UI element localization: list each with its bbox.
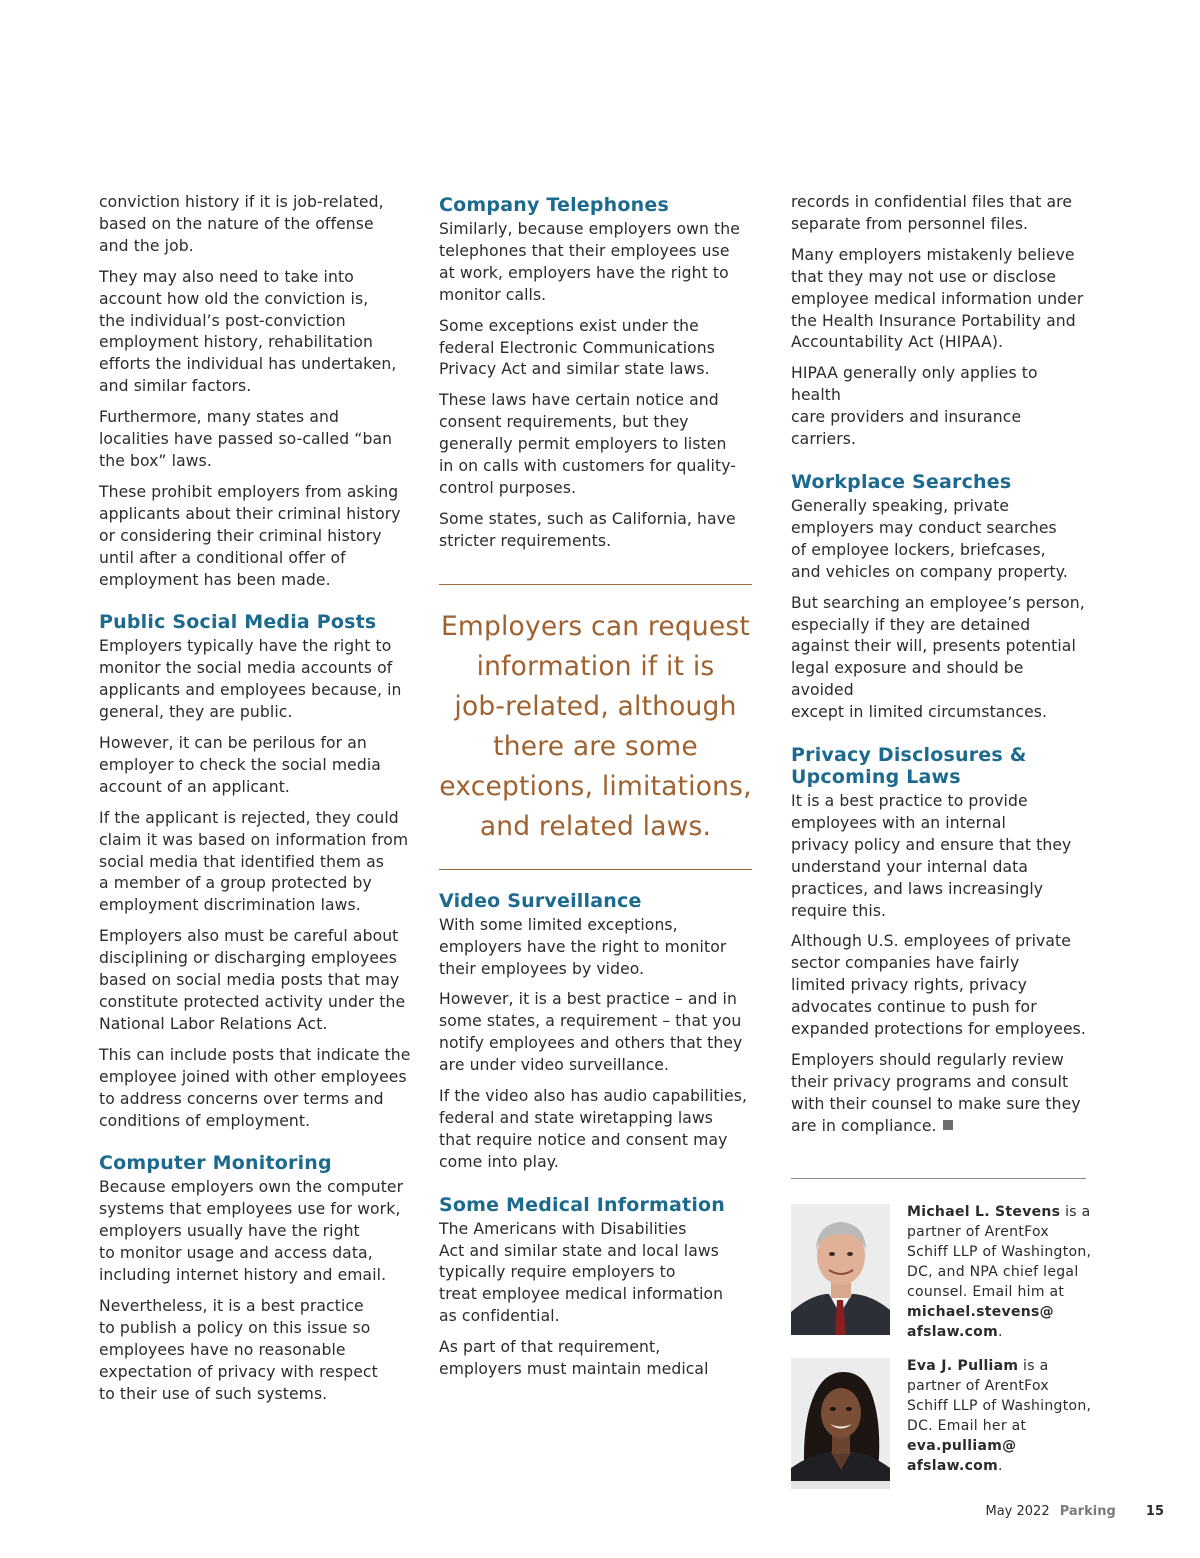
paragraph: Employers typically have the right to monitor the social media accounts of applicants and employees because, in general, they are public.: [99, 637, 402, 722]
paragraph: The Americans with Disabilities Act and similar state and local laws typically require employers to treat employee medical information as confidential.: [439, 1219, 724, 1326]
paragraph: Similarly, because employers own the telephones that their employees use at work, employers have the right to monitor calls.: [439, 220, 740, 304]
paragraph: records in confidential files that are separate from personnel files.: [791, 193, 1073, 233]
portrait-woman-image: [791, 1358, 890, 1481]
bio-description: is a partner of ArentFox Schiff LLP of Washington, DC. Email her at: [907, 1357, 1092, 1434]
author-name: Michael L. Stevens: [907, 1203, 1061, 1220]
issue-date: May 2022: [985, 1504, 1050, 1519]
paragraph: With some limited exceptions, employers have the right to monitor their employees by video.: [439, 915, 727, 978]
paragraph: They may also need to take into account how old the conviction is, the individual’s post-conviction employment history, rehabilitation efforts the individual has undertaken, and similar factors.: [99, 267, 397, 396]
pull-quote-bottom-rule: [439, 869, 752, 870]
paragraph: conviction history if it is job-related, based on the nature of the offense and the job.: [99, 193, 384, 255]
author-photo-stevens: [791, 1204, 890, 1335]
paragraph: This can include posts that indicate the employee joined with other employees to address concerns over terms and conditions of employment.: [99, 1045, 411, 1130]
paragraph: As part of that requirement, employers must maintain medical: [439, 1338, 709, 1379]
bio-divider: [791, 1178, 1086, 1179]
section-heading-privacy: Privacy Disclosures & Upcoming Laws: [791, 744, 1027, 789]
author-bio-stevens: [791, 1203, 1092, 1340]
pull-quote: Employers can request information if it is job-related, although there are some exceptions, limitations, and related laws.: [439, 610, 752, 842]
paragraph: Although U.S. employees of private sector companies have fairly limited privacy rights, privacy advocates continue to push for expanded protections for employees.: [791, 932, 1086, 1039]
paragraph: If the applicant is rejected, they could claim it was based on information from social media that identified them as a member of a group protected by employment discrimination laws.: [99, 808, 409, 915]
paragraph: Some exceptions exist under the federal Electronic Communications Privacy Act and similar state laws.: [439, 316, 715, 379]
pull-quote-top-rule: [439, 584, 752, 585]
paragraph: Because employers own the computer systems that employees use for work, employers usually have the right to monitor usage and access data, including internet history and email.: [99, 1178, 404, 1285]
end-of-article-icon: [943, 1120, 953, 1130]
final-paragraph-text: Employers should regularly review their privacy programs and consult with their counsel to make sure they are in compliance.: [791, 1051, 1081, 1135]
paragraph: HIPAA generally only applies to health care providers and insurance carriers.: [791, 364, 1038, 449]
column-2: [439, 192, 752, 1390]
author-email: michael.stevens@ afslaw.com: [907, 1303, 1054, 1340]
bio-end: .: [997, 1323, 1003, 1340]
author-name: Eva J. Pulliam: [907, 1357, 1019, 1374]
author-photo-pulliam: [791, 1358, 890, 1489]
paragraph: But searching an employee’s person, especially if they are detained against their will, presents potential legal exposure and should be avoided except in limited circumstances.: [791, 593, 1085, 722]
paragraph: However, it can be perilous for an employer to check the social media account of an applicant.: [99, 734, 381, 796]
page-number: 15: [1145, 1504, 1164, 1519]
bio-end: .: [997, 1457, 1003, 1474]
paragraph: Generally speaking, private employers may conduct searches of employee lockers, briefcases, and vehicles on company property.: [791, 496, 1068, 581]
paragraph: These laws have certain notice and consent requirements, but they generally permit employers to listen in on calls with customers for quality- control purposes.: [439, 391, 736, 497]
section-heading-searches: Workplace Searches: [791, 470, 1012, 493]
section-heading-telephones: Company Telephones: [439, 194, 669, 216]
paragraph: However, it is a best practice – and in some states, a requirement – that you notify employees and others that they are under video surveillance.: [439, 990, 743, 1075]
paragraph: Employers also must be careful about disciplining or discharging employees based on social media posts that may constitute protected activity under the National Labor Relations Act.: [99, 927, 406, 1033]
author-email: eva.pulliam@ afslaw.com: [907, 1437, 1017, 1474]
paragraph: Some states, such as California, have stricter requirements.: [439, 509, 736, 550]
section-heading-computer-monitoring: Computer Monitoring: [99, 1152, 332, 1175]
bio-text-pulliam: [907, 1356, 1092, 1476]
column-3: [791, 192, 1092, 1512]
section-heading-medical: Some Medical Information: [439, 1193, 726, 1216]
paragraph: Many employers mistakenly believe that they may not use or disclose employee medical information under the Health Insurance Portability and Accountability Act (HIPAA).: [791, 245, 1084, 352]
paragraph: Nevertheless, it is a best practice to publish a policy on this issue so employees have no reasonable expectation of privacy with respect to their use of such systems.: [99, 1296, 378, 1403]
section-heading-social-media: Public Social Media Posts: [99, 611, 377, 634]
paragraph: Furthermore, many states and localities have passed so-called “ban the box” laws.: [99, 408, 393, 470]
paragraph: It is a best practice to provide employees with an internal privacy policy and ensure that they understand your internal data practices, and laws increasingly require this.: [791, 792, 1072, 920]
portrait-man-image: [791, 1204, 890, 1335]
paragraph: These prohibit employers from asking applicants about their criminal history or considering their criminal history until after a conditional offer of employment has been made.: [99, 482, 401, 589]
paragraph: If the video also has audio capabilities, federal and state wiretapping laws that require notice and consent may come into play.: [439, 1087, 748, 1171]
page-footer: [986, 1504, 1165, 1519]
bio-description: is a partner of ArentFox Schiff LLP of Washington, DC, and NPA chief legal counsel. Email him at: [907, 1203, 1092, 1300]
section-heading-video: Video Surveillance: [439, 889, 642, 912]
author-bio-pulliam: [791, 1357, 1092, 1489]
paragraph-final: [791, 1050, 1089, 1138]
column-1: [99, 192, 415, 1415]
bio-text-stevens: [907, 1202, 1092, 1342]
magazine-name: Parking: [1059, 1504, 1116, 1519]
